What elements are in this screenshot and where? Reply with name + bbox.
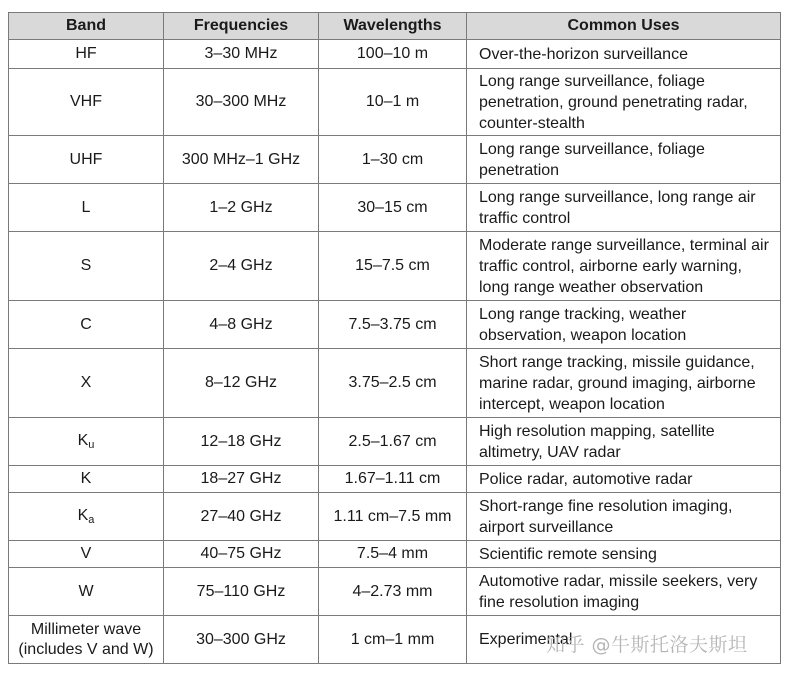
band-subscript: a	[88, 514, 95, 526]
uses-cell: Automotive radar, missile seekers, very fine resolution imaging	[467, 568, 781, 616]
table-row	[9, 301, 781, 349]
uses-cell: High resolution mapping, satellite altimetry, UAV radar	[467, 418, 781, 466]
band-cell	[9, 40, 164, 69]
wavelength-cell: 3.75–2.5 cm	[319, 349, 467, 418]
uses-cell: Moderate range surveillance, terminal air traffic control, airborne early warning, long range weather observation	[467, 232, 781, 301]
band-cell	[9, 493, 164, 541]
band-name: Millimeter wave (includes V and W)	[18, 620, 154, 658]
band-cell	[9, 69, 164, 136]
wavelength-cell: 4–2.73 mm	[319, 568, 467, 616]
uses-cell: Police radar, automotive radar	[467, 466, 781, 493]
wavelength-cell: 7.5–4 mm	[319, 541, 467, 568]
frequency-cell: 12–18 GHz	[164, 418, 319, 466]
band-name: W	[78, 582, 94, 600]
table-row	[9, 493, 781, 541]
frequency-cell: 40–75 GHz	[164, 541, 319, 568]
frequency-cell: 27–40 GHz	[164, 493, 319, 541]
wavelength-cell: 10–1 m	[319, 69, 467, 136]
band-cell	[9, 184, 164, 232]
band-cell	[9, 568, 164, 616]
band-name: VHF	[70, 93, 102, 110]
wavelength-cell: 1–30 cm	[319, 136, 467, 184]
uses-cell: Over-the-horizon surveillance	[467, 40, 781, 69]
header-band: Band	[9, 13, 164, 40]
wavelength-cell: 100–10 m	[319, 40, 467, 69]
wavelength-cell: 1 cm–1 mm	[319, 616, 467, 664]
wavelength-cell: 7.5–3.75 cm	[319, 301, 467, 349]
wavelength-cell: 1.67–1.11 cm	[319, 466, 467, 493]
band-name: C	[80, 315, 92, 333]
header-wavelengths: Wavelengths	[319, 13, 467, 40]
band-name: K	[80, 470, 92, 487]
band-name: UHF	[69, 150, 103, 168]
band-name: S	[80, 257, 92, 274]
band-cell	[9, 616, 164, 664]
table-row	[9, 349, 781, 418]
header-frequencies: Frequencies	[164, 13, 319, 40]
table-row	[9, 418, 781, 466]
frequency-cell: 30–300 MHz	[164, 69, 319, 136]
header-common-uses: Common Uses	[467, 13, 781, 40]
band-name: K	[77, 432, 89, 449]
frequency-cell: 4–8 GHz	[164, 301, 319, 349]
band-cell	[9, 418, 164, 466]
band-name: HF	[75, 45, 97, 62]
uses-cell: Short-range fine resolution imaging, airport surveillance	[467, 493, 781, 541]
band-cell	[9, 301, 164, 349]
band-name: V	[80, 545, 92, 562]
frequency-cell: 300 MHz–1 GHz	[164, 136, 319, 184]
band-cell	[9, 232, 164, 301]
table-row	[9, 40, 781, 69]
uses-cell: Experimental	[467, 616, 781, 664]
frequency-cell: 1–2 GHz	[164, 184, 319, 232]
uses-cell: Scientific remote sensing	[467, 541, 781, 568]
frequency-cell: 18–27 GHz	[164, 466, 319, 493]
table-row	[9, 541, 781, 568]
radar-bands-table	[8, 12, 781, 664]
table-row	[9, 232, 781, 301]
band-cell	[9, 349, 164, 418]
header-row	[9, 13, 781, 40]
uses-cell: Long range surveillance, foliage penetration	[467, 136, 781, 184]
table-row	[9, 568, 781, 616]
band-cell	[9, 136, 164, 184]
table-row	[9, 184, 781, 232]
wavelength-cell: 30–15 cm	[319, 184, 467, 232]
band-cell	[9, 466, 164, 493]
table-row	[9, 466, 781, 493]
wavelength-cell: 1.11 cm–7.5 mm	[319, 493, 467, 541]
frequency-cell: 3–30 MHz	[164, 40, 319, 69]
uses-cell: Short range tracking, missile guidance, marine radar, ground imaging, airborne intercept, weapon location	[467, 349, 781, 418]
table-row	[9, 69, 781, 136]
table-row	[9, 136, 781, 184]
watermark: 知乎 @牛斯托洛夫斯坦	[546, 634, 748, 656]
uses-cell: Long range tracking, weather observation, weapon location	[467, 301, 781, 349]
frequency-cell: 75–110 GHz	[164, 568, 319, 616]
frequency-cell: 8–12 GHz	[164, 349, 319, 418]
band-subscript: u	[88, 439, 95, 451]
band-name: L	[81, 198, 91, 216]
wavelength-cell: 2.5–1.67 cm	[319, 418, 467, 466]
band-name: K	[77, 507, 89, 524]
frequency-cell: 2–4 GHz	[164, 232, 319, 301]
band-cell	[9, 541, 164, 568]
uses-cell: Long range surveillance, foliage penetration, ground penetrating radar, counter-stealth	[467, 69, 781, 136]
wavelength-cell: 15–7.5 cm	[319, 232, 467, 301]
uses-cell: Long range surveillance, long range air traffic control	[467, 184, 781, 232]
band-name: X	[80, 374, 92, 391]
frequency-cell: 30–300 GHz	[164, 616, 319, 664]
